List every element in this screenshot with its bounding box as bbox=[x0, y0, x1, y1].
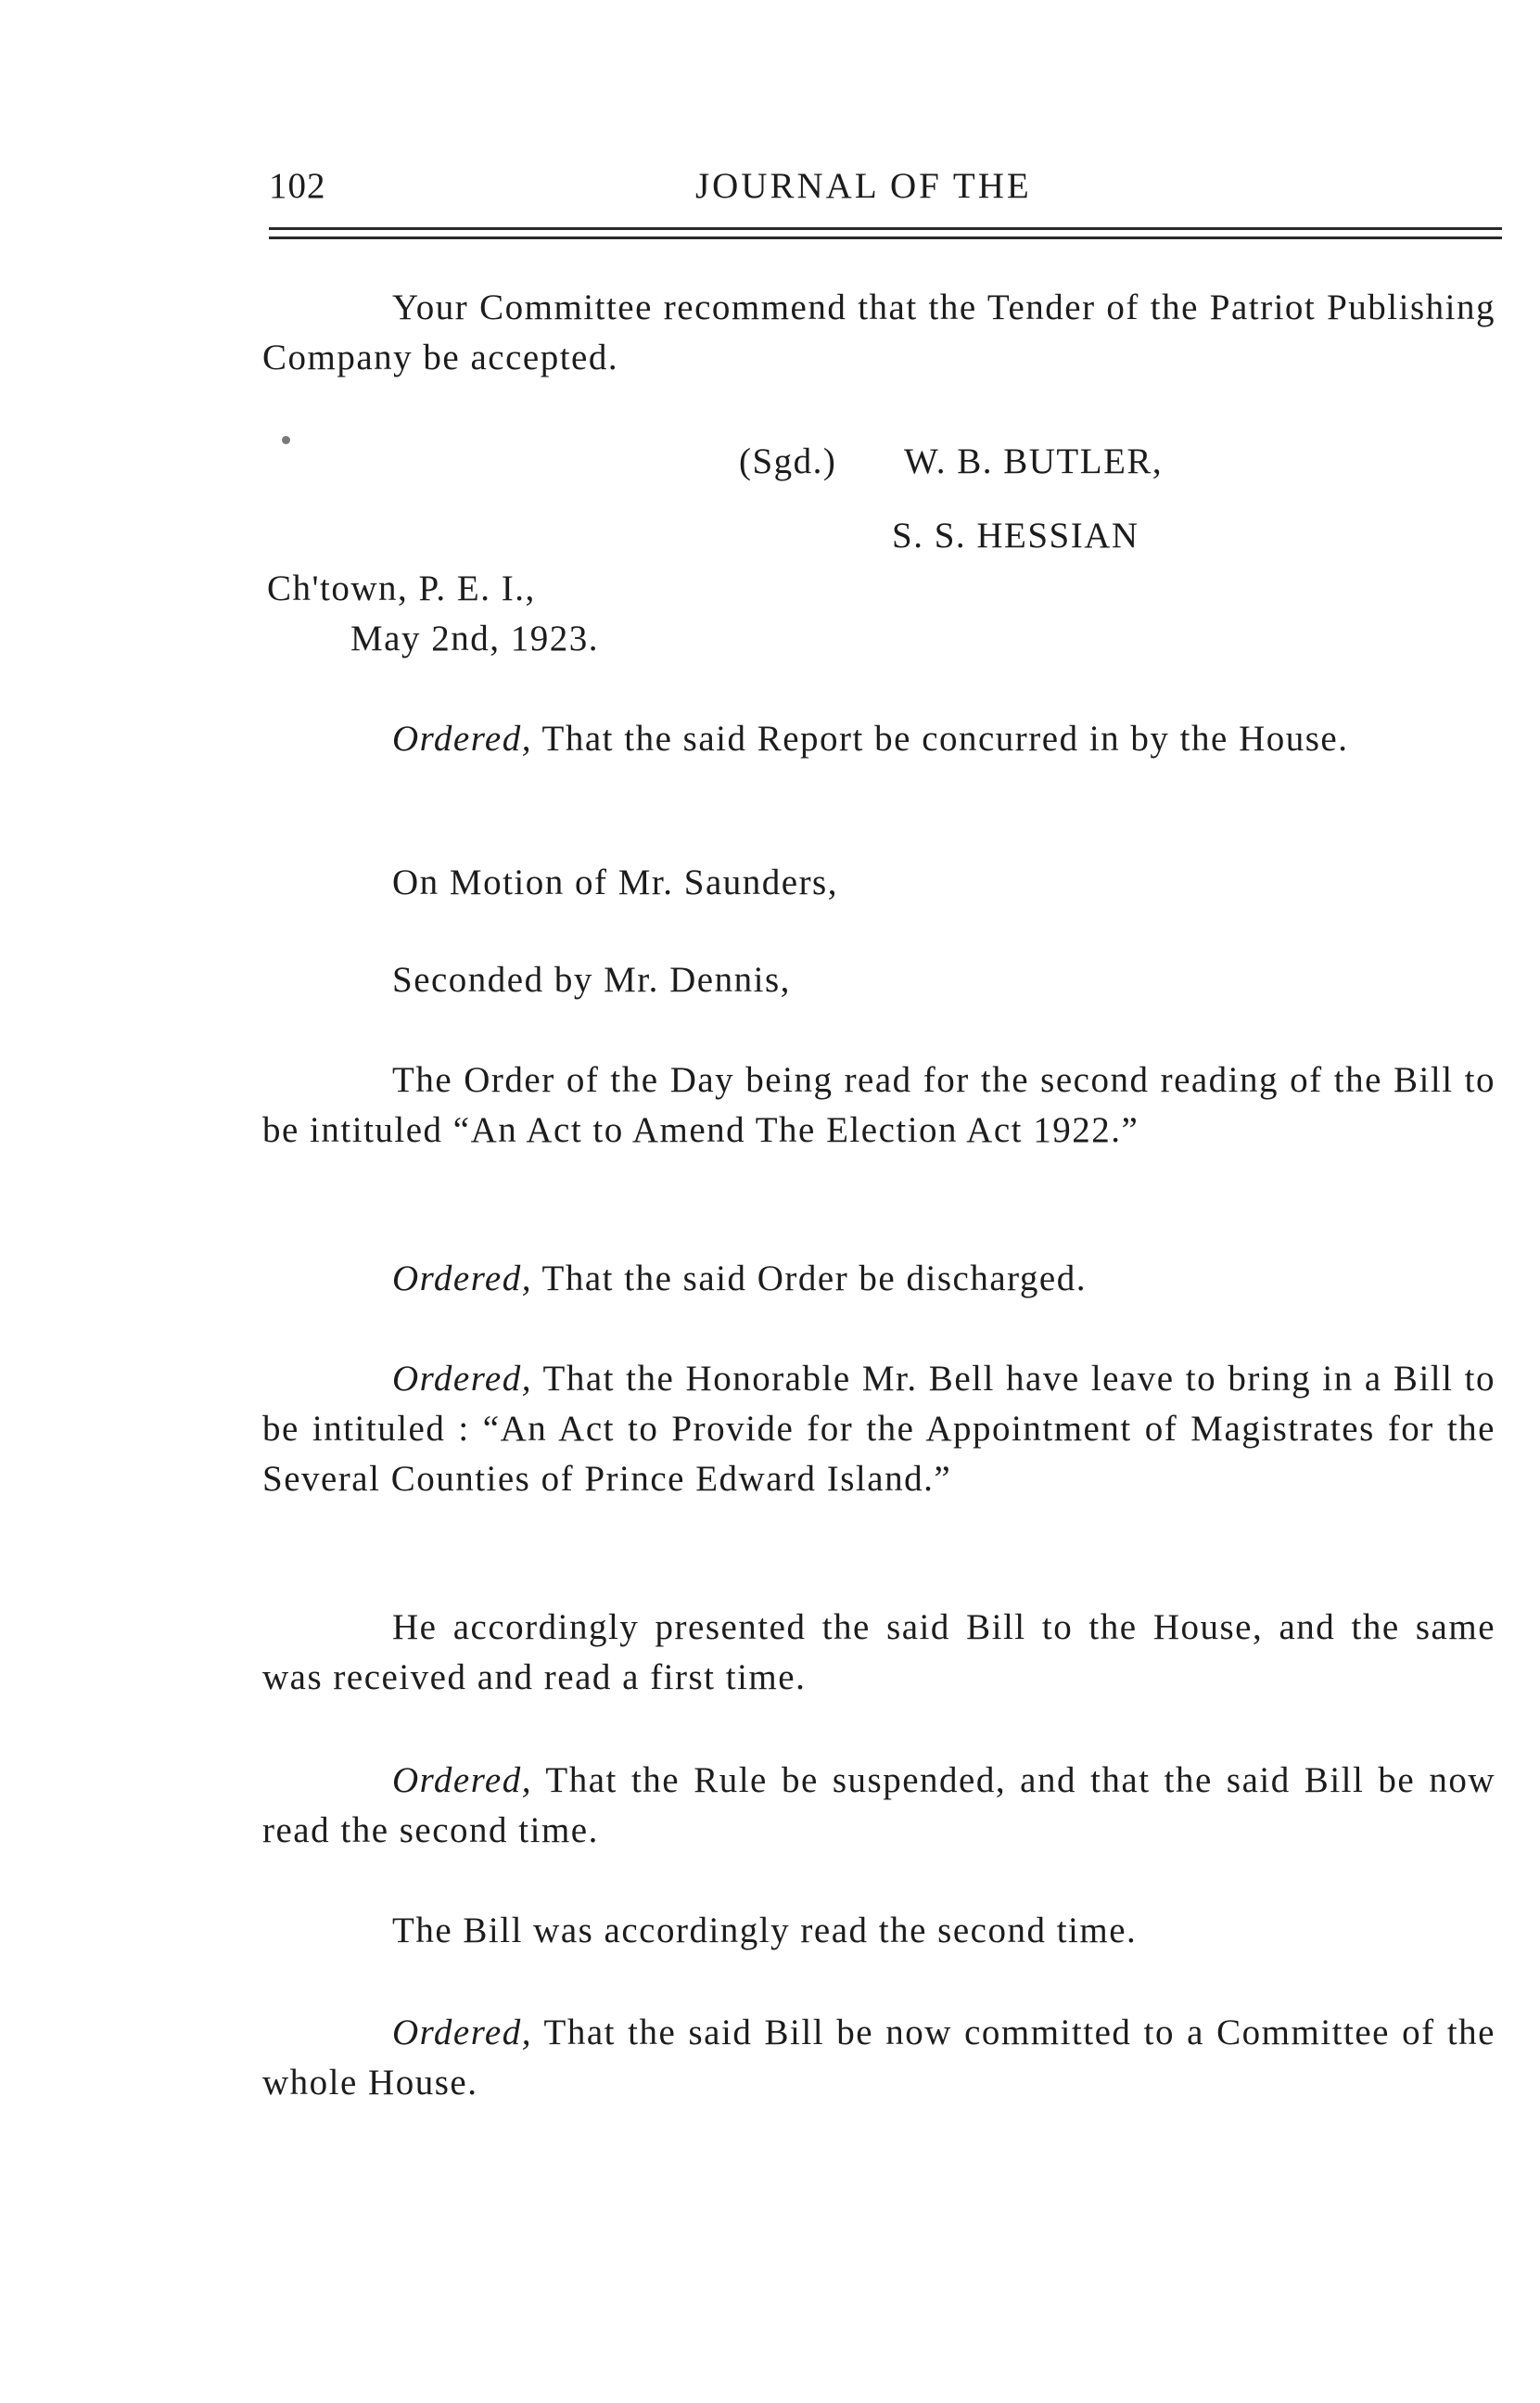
dateline-place: Ch'town, P. E. I., bbox=[267, 569, 536, 608]
entry-text: On Motion of Mr. Saunders, bbox=[392, 863, 838, 902]
report-paragraph bbox=[262, 283, 1495, 383]
entry-ordered-label: Ordered, bbox=[392, 1259, 532, 1298]
entry-text: The Order of the Day being read for the second reading of the Bill to be intituled “An Act to Amend The Election Act 1922.” bbox=[262, 1060, 1495, 1150]
signature-prefix: (Sgd.) bbox=[739, 441, 837, 481]
entry-seconded bbox=[262, 955, 1495, 1005]
entry-text: That the Rule be suspended, and that the said Bill be now read the second time. bbox=[262, 1760, 1495, 1850]
entry-ordered-label: Ordered, bbox=[392, 719, 532, 759]
entry-order-discharged bbox=[262, 1254, 1495, 1304]
signer-hessian: S. S. HESSIAN bbox=[892, 516, 1139, 556]
entry-text: The Bill was accordingly read the second time. bbox=[392, 1911, 1138, 1950]
header-rule-top bbox=[269, 227, 1502, 230]
entry-text: That the said Report be concurred in by the House. bbox=[532, 719, 1349, 759]
entry-text: Seconded by Mr. Dennis, bbox=[392, 960, 791, 1000]
entry-bill-presented bbox=[262, 1603, 1495, 1703]
entry-ordered-label: Ordered, bbox=[392, 1760, 532, 1800]
page-header bbox=[269, 165, 1502, 221]
entry-second-reading bbox=[262, 1906, 1495, 1956]
entry-motion bbox=[262, 858, 1495, 908]
report-text: Your Committee recommend that the Tender of the Patriot Publishing Company be accepted. bbox=[262, 288, 1495, 377]
entry-ordered-label: Ordered, bbox=[392, 1359, 532, 1399]
entry-order-of-day bbox=[262, 1055, 1495, 1156]
entry-committed bbox=[262, 2008, 1495, 2108]
entry-report-concurred bbox=[262, 714, 1495, 764]
entry-rule-suspended bbox=[262, 1756, 1495, 1856]
header-rule-bottom bbox=[269, 236, 1502, 239]
page-number: 102 bbox=[269, 166, 326, 206]
entry-text: That the Honorable Mr. Bell have leave to bring in a Bill to be intituled : “An Act to Provide for the Appointment of Magistrates for the Several Counties of Prince Edward Island.” bbox=[262, 1359, 1495, 1499]
entry-leave-to-bring-bill bbox=[262, 1354, 1495, 1504]
entry-ordered-label: Ordered, bbox=[392, 2013, 532, 2052]
entry-text: That the said Bill be now committed to a Committee of the whole House. bbox=[262, 2013, 1495, 2103]
running-head: JOURNAL OF THE bbox=[695, 166, 1032, 206]
ink-speck bbox=[282, 436, 290, 444]
dateline-date: May 2nd, 1923. bbox=[350, 619, 599, 658]
entry-text: That the said Order be discharged. bbox=[532, 1259, 1087, 1298]
signer-butler: W. B. BUTLER, bbox=[904, 441, 1164, 481]
entry-text: He accordingly presented the said Bill to the House, and the same was received and read a first time. bbox=[262, 1607, 1495, 1697]
